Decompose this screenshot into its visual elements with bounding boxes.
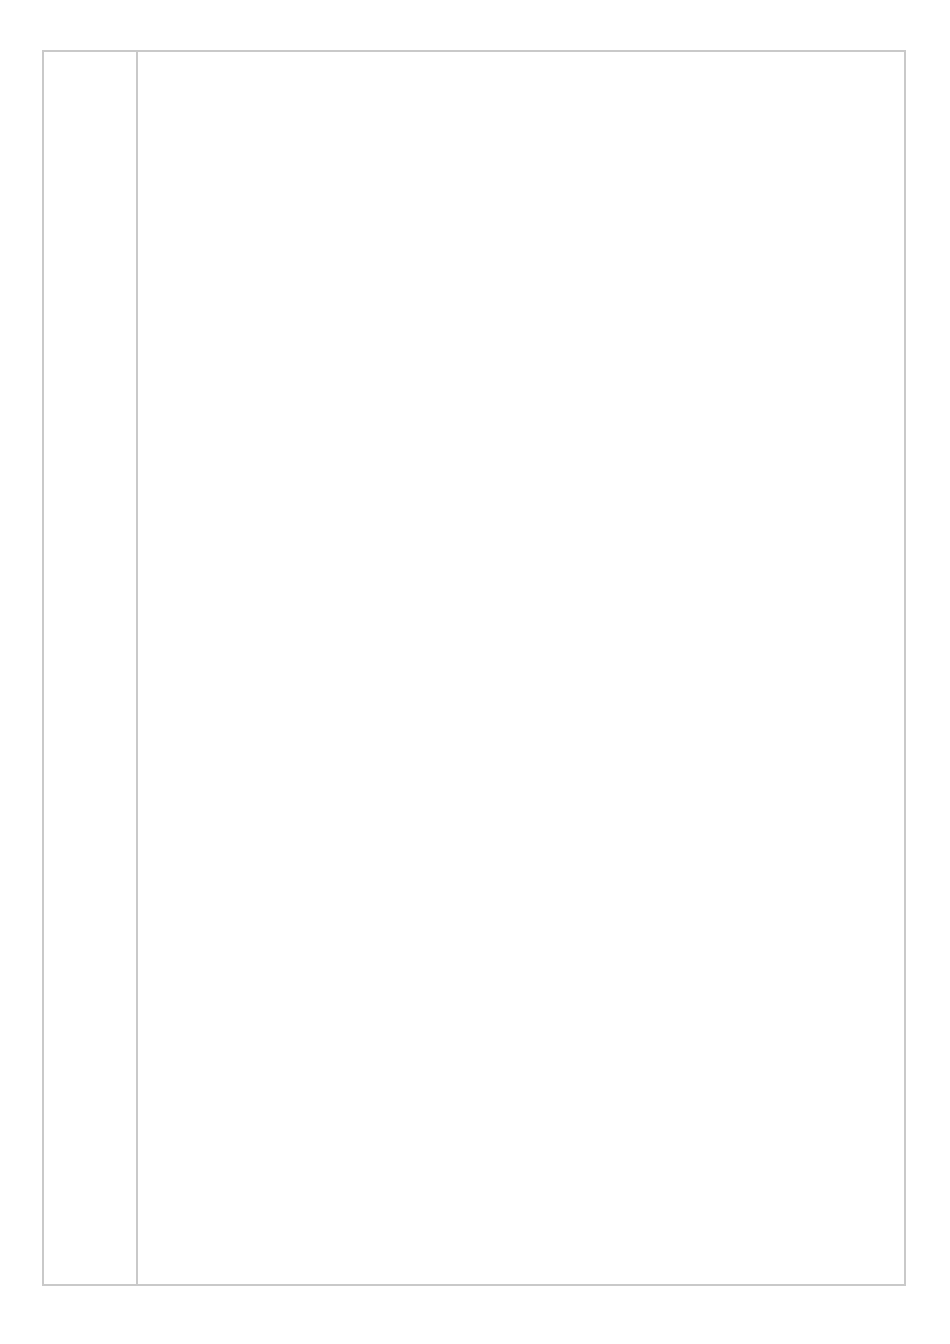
document-table <box>42 50 906 1286</box>
left-column <box>44 52 138 1284</box>
